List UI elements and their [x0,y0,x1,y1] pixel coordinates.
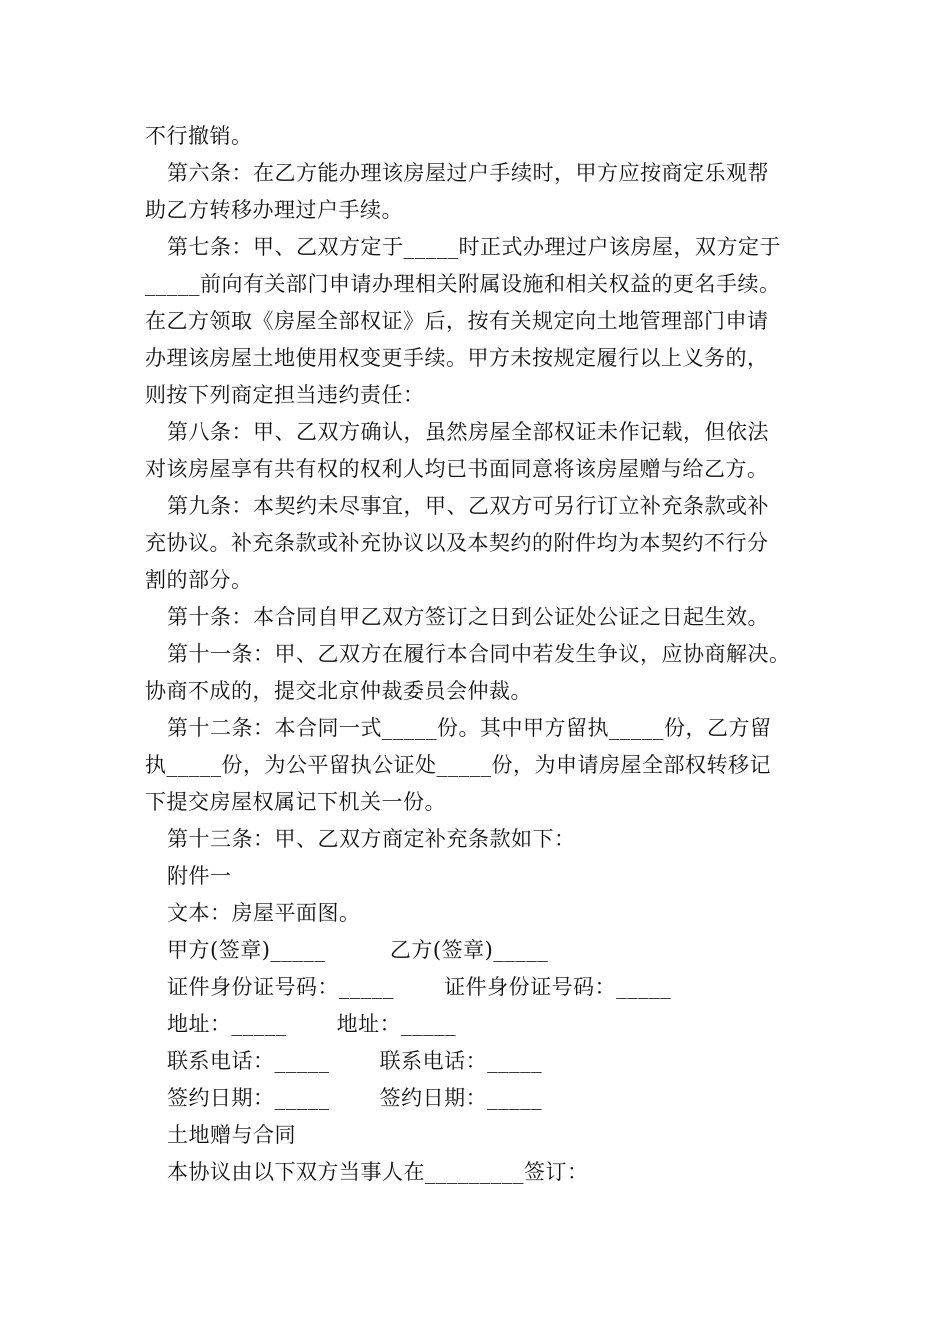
clause-7-line-3: 在乙方领取《房屋全部权证》后，按有关规定向土地管理部门申请 [145,309,769,333]
clause-12-line-1: 第十二条：本合同一式_____份。其中甲方留执_____份，乙方留 [167,716,772,740]
clause-7-line-1: 第七条：甲、乙双方定于_____时正式办理过户该房屋，双方定于 [167,235,781,259]
address-line: 地址：_____ 地址：_____ [167,1012,457,1036]
clause-7-line-4: 办理该房屋土地使用权变更手续。甲方未按规定履行以上义务的， [145,346,769,370]
agreement-intro: 本协议由以下双方当事人在_________签订： [167,1160,589,1184]
phone-line: 联系电话：_____ 联系电话：_____ [167,1049,543,1073]
clause-12-line-2: 执_____份，为公平留执公证处_____份，为申请房屋全部权转移记 [145,753,771,777]
clause-6-line-1: 第六条：在乙方能办理该房屋过户手续时，甲方应按商定乐观帮 [167,161,769,185]
clause-11-line-1: 第十一条：甲、乙双方在履行本合同中若发生争议，应协商解决。 [167,642,791,666]
clause-10-line: 第十条：本合同自甲乙双方签订之日到公证处公证之日起生效。 [167,605,769,629]
sign-date-line: 签约日期：_____ 签约日期：_____ [167,1086,543,1110]
signature-line: 甲方(签章)_____ 乙方(签章)_____ [167,938,549,962]
clause-7-line-5: 则按下列商定担当违约责任： [145,383,425,407]
id-number-line: 证件身份证号码：_____ 证件身份证号码：_____ [167,975,672,999]
clause-8-line-2: 对该房屋享有共有权的权利人均已书面同意将该房屋赠与给乙方。 [145,457,769,481]
clause-12-line-3: 下提交房屋权属记下机关一份。 [145,790,446,814]
clause-6-line-2: 助乙方转移办理过户手续。 [145,198,403,222]
clause-8-line-1: 第八条：甲、乙双方确认，虽然房屋全部权证未作记载，但依法 [167,420,769,444]
clause-9-line-2: 充协议。补充条款或补充协议以及本契约的附件均为本契约不行分 [145,531,769,555]
clause-13-line: 第十三条：甲、乙双方商定补充条款如下： [167,827,576,851]
clause-9-line-3: 割的部分。 [145,568,253,592]
attachment-title: 附件一 [167,864,232,888]
attachment-text: 文本：房屋平面图。 [167,901,361,925]
clause-9-line-1: 第九条：本契约未尽事宜，甲、乙双方可另行订立补充条款或补 [167,494,769,518]
text-line: 不行撤销。 [145,124,253,148]
clause-11-line-2: 协商不成的，提交北京仲裁委员会仲裁。 [145,679,532,703]
clause-7-line-2: _____前向有关部门申请办理相关附属设施和相关权益的更名手续。 [145,272,781,296]
contract-heading: 土地赠与合同 [167,1123,296,1147]
